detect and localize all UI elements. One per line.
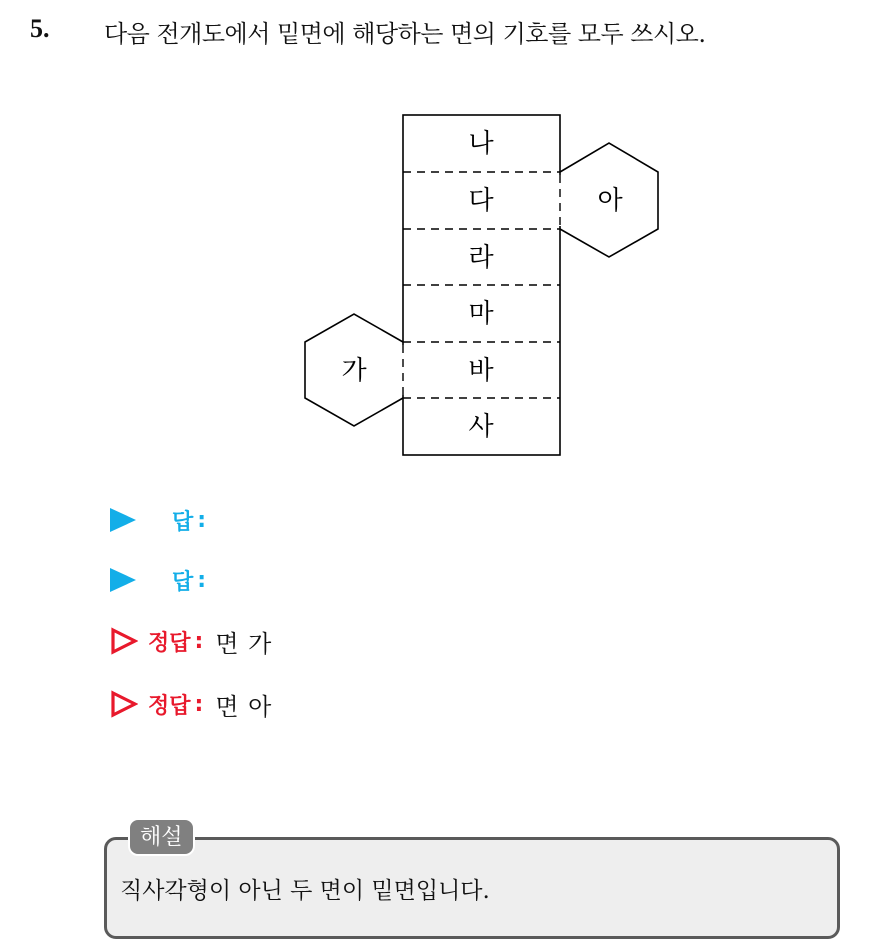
question-text: 다음 전개도에서 밑면에 해당하는 면의 기호를 모두 쓰시오. [104,20,706,48]
correct-answer-label: 정답 [148,630,191,656]
answer-row-correct-1 [110,624,272,658]
outline-arrow-icon [110,690,138,718]
correct-answer-value: 면 가 [215,629,273,658]
hexagon-right-label: 아 [597,186,623,216]
correct-answer-label: 정답 [148,693,191,719]
answer-label: 답 [172,569,194,595]
face-label-6: 사 [468,412,494,442]
face-label-5: 바 [468,356,494,386]
answer-colon: : [197,567,207,593]
outline-arrow-icon [110,627,138,655]
answer-label: 답 [172,509,194,535]
correct-answer-colon: : [194,628,204,654]
question-number: 5. [30,14,50,43]
answer-row-blank-1 [110,503,206,537]
face-label-1: 나 [468,129,494,159]
face-label-3: 라 [468,243,494,273]
play-arrow-icon [110,568,136,592]
play-arrow-icon [110,508,136,532]
correct-answer-value: 면 아 [215,692,273,721]
face-label-2: 다 [468,186,494,216]
answer-row-correct-2 [110,687,272,721]
answer-row-blank-2 [110,563,206,597]
explanation-text: 직사각형이 아닌 두 면이 밑면입니다. [120,878,490,904]
face-label-4: 마 [468,299,494,329]
explanation-tag: 해설 [128,818,195,856]
hexagon-left-label: 가 [341,356,367,386]
answer-colon: : [197,507,207,533]
prism-net-diagram [0,0,884,470]
correct-answer-colon: : [194,691,204,717]
